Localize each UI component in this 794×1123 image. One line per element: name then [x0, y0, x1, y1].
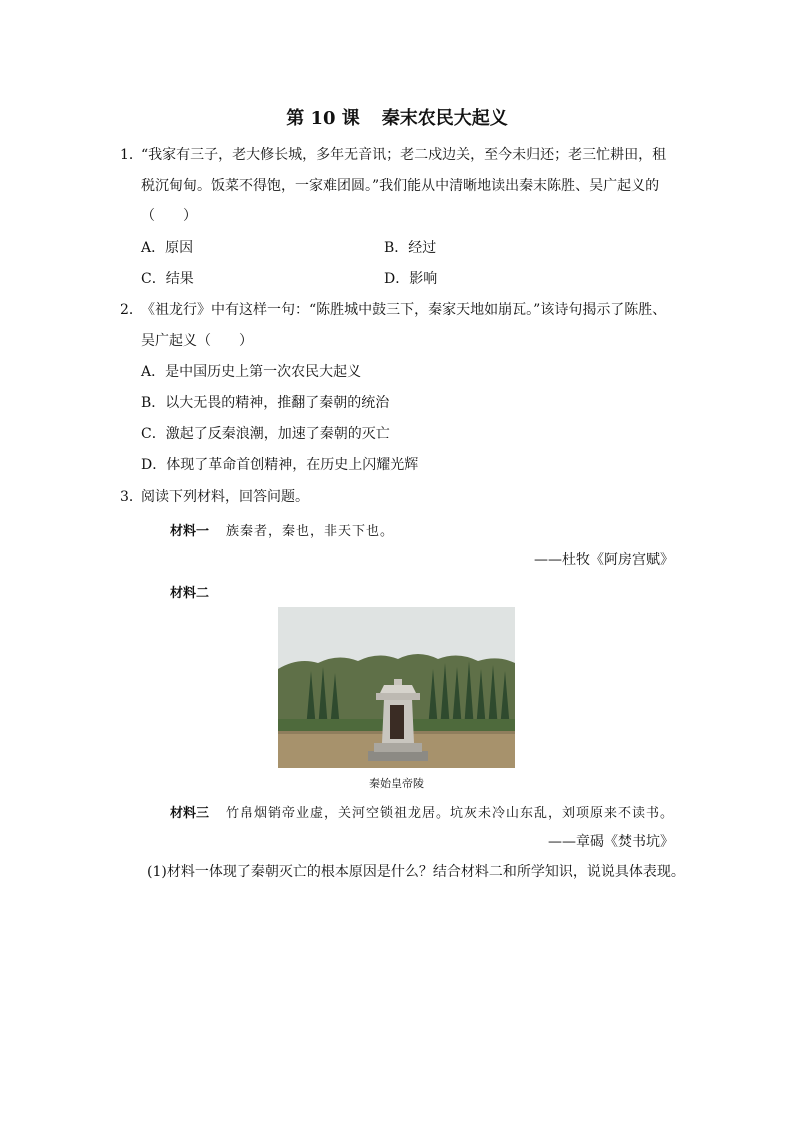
mausoleum-photo [278, 607, 515, 768]
photo-caption: 秦始皇帝陵 [369, 777, 424, 790]
option-d: D．影响 [384, 271, 438, 287]
option-c: C．结果 [141, 271, 194, 287]
question-stem: 阅读下列材料，回答问题。 [141, 489, 309, 505]
question-text-line: 《祖龙行》中有这样一句：“陈胜城中鼓三下，秦家天地如崩瓦。”该诗句揭示了陈胜、 [141, 302, 667, 318]
option-a: A．原因 [141, 240, 194, 256]
question-number: 2． [120, 302, 143, 318]
option-a: A．是中国历史上第一次农民大起义 [141, 364, 362, 380]
lesson-number: 第 10 课 [286, 108, 360, 129]
material-3-label: 材料三 [170, 806, 210, 821]
question-text-line: 税沉甸甸。饭菜不得饱，一家难团圆。”我们能从中清晰地读出秦末陈胜、吴广起义的 [141, 178, 660, 194]
material-1-source: ——杜牧《阿房宫赋》 [534, 552, 674, 568]
lesson-title [0, 104, 794, 130]
question-number: 3． [120, 489, 143, 505]
material-3-text: 竹帛烟销帝业虚，关河空锁祖龙居。坑灰未冷山东乱，刘项原来不读书。 [226, 806, 675, 821]
material-3-source: ——章碣《焚书坑》 [548, 834, 674, 850]
question-number: 1． [120, 147, 143, 163]
answer-blank: （ ） [141, 208, 197, 224]
lesson-topic: 秦末农民大起义 [381, 108, 508, 129]
sub-question-1: (1)材料一体现了秦朝灭亡的根本原因是什么？结合材料二和所学知识，说说具体表现。 [147, 864, 685, 880]
material-1-label: 材料一 [170, 524, 210, 539]
material-2-label: 材料二 [170, 586, 210, 601]
question-text-line: “我家有三子，老大修长城，多年无音讯；老二戍边关，至今未归还；老三忙耕田，租 [141, 147, 667, 163]
question-text-line: 吴广起义（ ） [141, 333, 253, 349]
option-c: C．激起了反秦浪潮，加速了秦朝的灭亡 [141, 426, 390, 442]
option-b: B．以大无畏的精神，推翻了秦朝的统治 [141, 395, 390, 411]
option-b: B．经过 [384, 240, 437, 256]
material-1-text: 族秦者，秦也，非天下也。 [226, 524, 395, 539]
option-d: D．体现了革命首创精神，在历史上闪耀光辉 [141, 457, 419, 473]
